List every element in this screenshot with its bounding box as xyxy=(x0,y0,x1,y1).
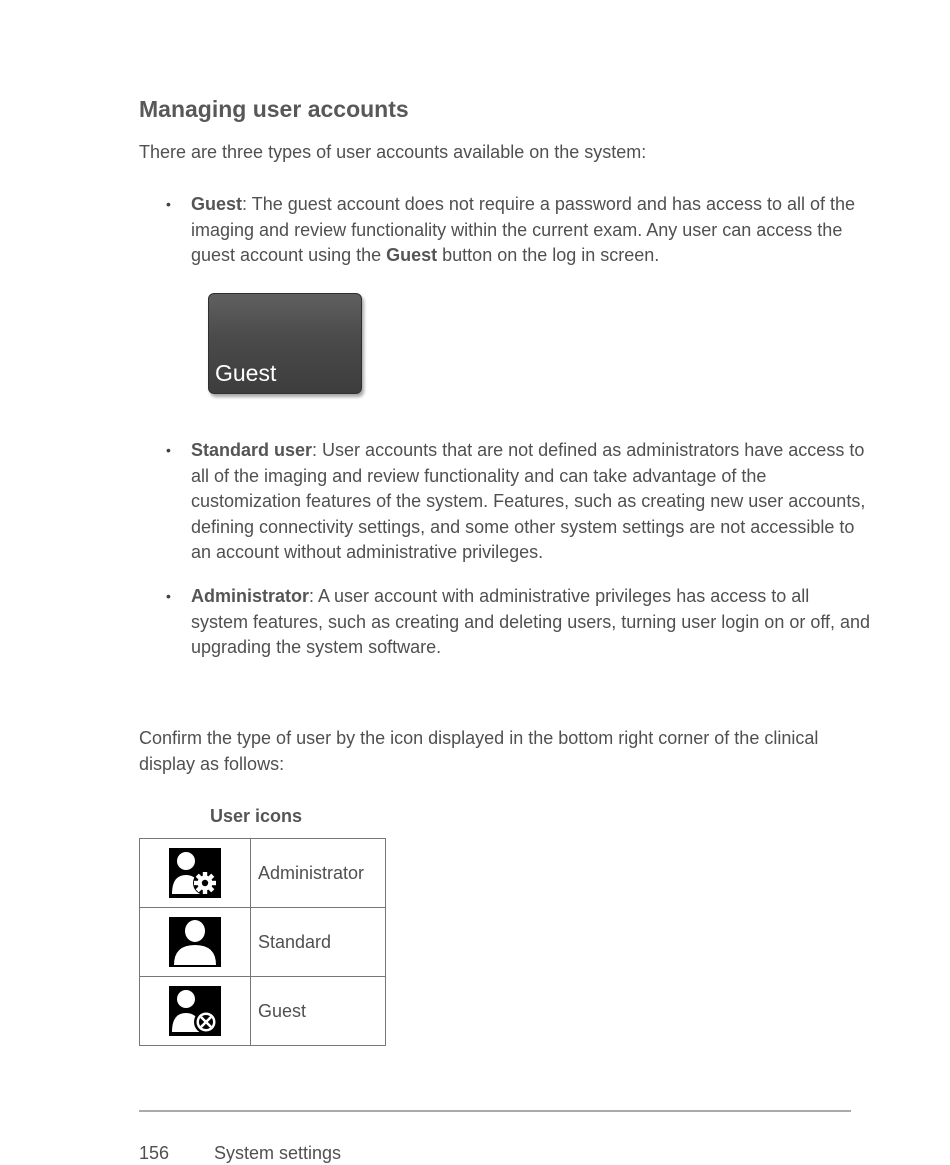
bullet-text: : The guest account does not require a password and has access to all of the imaging and review functionality within the current exam. Any user can access the guest account using the xyxy=(191,194,856,265)
icon-label: Guest xyxy=(251,977,386,1046)
table-row xyxy=(140,908,386,977)
page-title: Managing user accounts xyxy=(139,96,409,122)
bullet-standard-user xyxy=(191,438,871,566)
table-caption: User icons xyxy=(210,806,303,826)
footer-section-name: System settings xyxy=(214,1143,342,1163)
icon-label: Administrator xyxy=(251,839,386,908)
guest-button-illustration xyxy=(208,293,362,394)
bullet-text: : A user account with administrative privileges has access to all system features, such as creating and deleting users, turning user login on or off, and upgrading the system software. xyxy=(191,586,871,657)
icon-label: Standard xyxy=(251,908,386,977)
bullet-administrator xyxy=(191,584,871,661)
footer-divider xyxy=(139,1110,851,1112)
bullet-term: Administrator xyxy=(191,586,310,606)
user-icons-table xyxy=(139,838,386,1046)
intro-text: There are three types of user accounts available on the system: xyxy=(139,142,647,162)
bullet-text: : User accounts that are not defined as administrators have access to all of the imaging and review functionality and can take advantage of the customization features of the system. Features, such as creating new user accounts, defining connectivity settings, and some other system settings are not accessible to an account without administrative privileges. xyxy=(191,440,866,562)
icon-cell xyxy=(140,908,251,977)
bullet-term: Guest xyxy=(191,194,243,214)
bullet-term: Standard user xyxy=(191,440,313,460)
icon-cell xyxy=(140,839,251,908)
guest-button-label: Guest xyxy=(215,360,277,386)
table-row xyxy=(140,839,386,908)
confirm-text: Confirm the type of user by the icon displayed in the bottom right corner of the clinical display as follows: xyxy=(139,728,819,774)
table-row xyxy=(140,977,386,1046)
page-number: 156 xyxy=(139,1143,170,1163)
administrator-user-icon xyxy=(169,848,221,898)
bullet-guest xyxy=(191,192,871,269)
guest-user-icon xyxy=(169,986,221,1036)
bullet-inline-bold: Guest xyxy=(386,245,438,265)
standard-user-icon xyxy=(169,917,221,967)
bullet-text: button on the log in screen. xyxy=(437,245,660,265)
icon-cell xyxy=(140,977,251,1046)
